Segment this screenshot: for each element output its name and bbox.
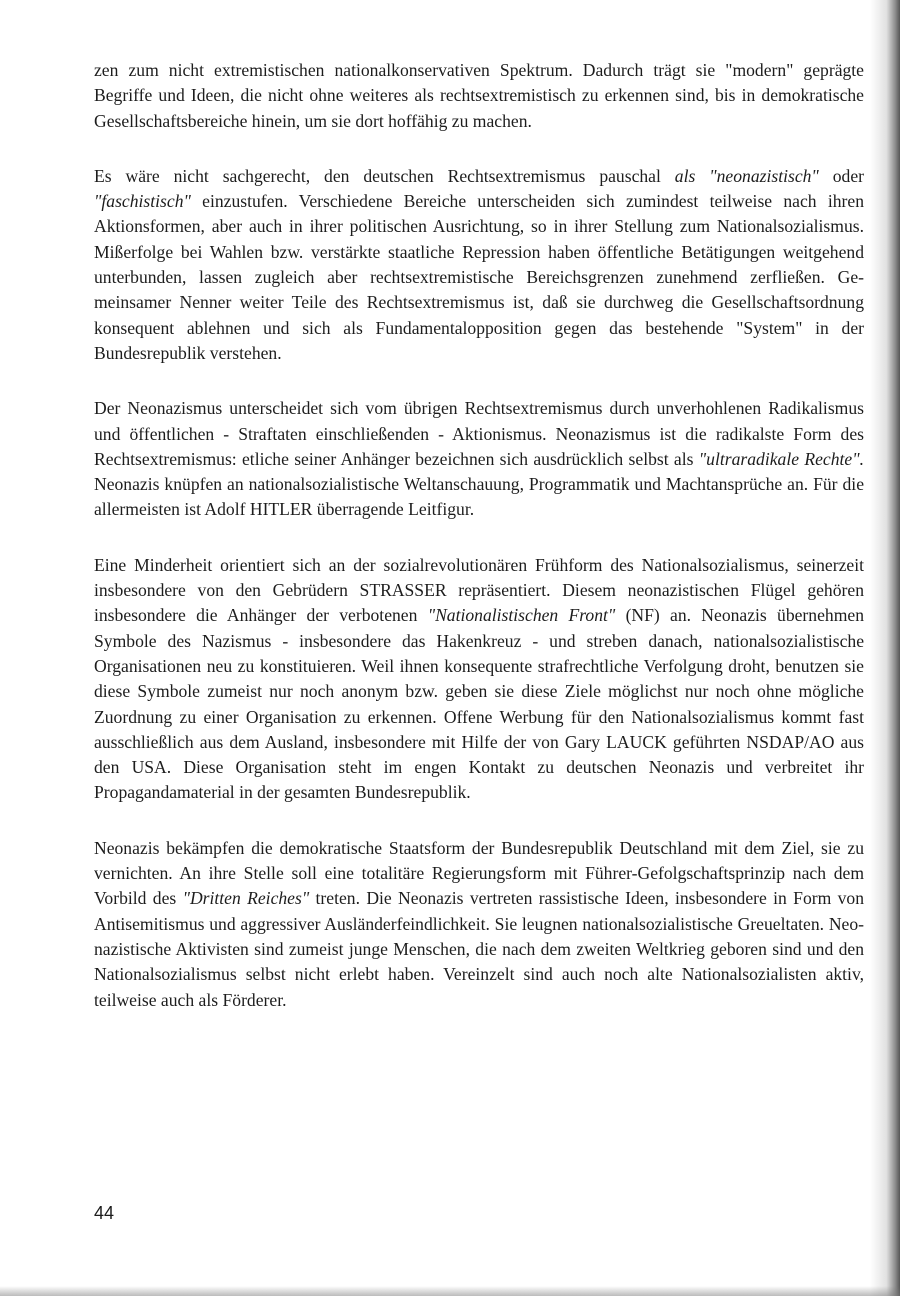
paragraph-3 [94, 396, 864, 522]
italic-text-run: "Nationalistischen Front" [427, 605, 616, 626]
page-number: 44 [94, 1203, 115, 1223]
body-text [94, 58, 864, 1013]
text-run: zen zum nicht extremistischen nationalkonservativen Spektrum. Dadurch trägt sie "modern" geprägte Begriffe und Ideen, die nicht ohne weiteres als rechtsextremistisch zu erkennen sind, bis in demokratische Gesellschaftsbereiche hinein, um sie dort hoffähig zu machen. [94, 60, 864, 131]
paragraph-1 [94, 58, 864, 134]
text-run: Eine Minderheit orientiert sich an der sozialrevolutionären Frühform des Nationalsozialismus, seinerzeit insbesondere von den Gebrüdern STRASSER repräsentiert. Diesem neonazistischen Flügel gehören insbesondere die Anhänger der verbotenen [94, 554, 864, 626]
page-edge-shadow [870, 0, 900, 1296]
paragraph-5 [94, 836, 864, 1013]
text-run: Es wäre nicht sachgerecht, den deutschen Rechtsextremismus pauschal [94, 165, 675, 186]
page-bottom-shadow [0, 1286, 900, 1296]
paragraph-4 [94, 553, 864, 806]
italic-text-run: als "neonazistisch" [674, 165, 819, 186]
text-run: (NF) an. Neonazis übernehmen Symbole des Nazismus - insbesondere das Hakenkreuz - und streben danach, nationalsozialistische Organisationen neu zu konstituieren. Weil ihnen konsequente strafrechtliche Verfolgung droht, benutzen sie diese Symbole zumeist nur noch anonym bzw. geben sie diese Ziele möglichst nur noch ohne mögliche Zuordnung zu einer Organisation zu erkennen. Offene Werbung für den Nationalsozialismus kommt fast ausschließlich aus dem Ausland, insbesondere mit Hilfe der von Gary LAUCK geführten NSDAP/AO aus den USA. Diese Organisation steht im engen Kontakt zu deutschen Neonazis und verbreitet ihr Propagandamaterial in der gesamten Bundesrepublik. [94, 605, 864, 803]
text-run: Der Neonazismus unterscheidet sich vom übrigen Rechtsextremismus durch unverhohlenen Radikalismus und öffentlichen - Straftaten einschließenden - Aktionismus. Neonazismus ist die radikalste Form des Rechtsextremismus: etliche seiner Anhänger bezeichnen sich ausdrücklich selbst als [94, 398, 864, 469]
paragraph-2 [94, 164, 864, 366]
italic-text-run: "ultraradikale Rechte". [698, 448, 864, 469]
text-run: treten. Die Neonazis vertreten rassistische Ideen, insbesondere in Form von Antisemitismus und aggressiver Ausländerfeindlichkeit. Sie leugnen nationalsozialistische Greueltaten. Neonazistische Aktivisten sind zumeist junge Menschen, die nach dem zweiten Weltkrieg geboren sind und den Nationalsozialismus selbst nicht erlebt haben. Vereinzelt sind auch noch alte Nationalsozialisten aktiv, teilweise auch als Förderer. [94, 888, 865, 1010]
text-run: Neonazis knüpfen an nationalsozialistische Weltanschauung, Programmatik und Machtansprüche an. Für die allermeisten ist Adolf HITLER überragende Leitfigur. [94, 474, 864, 520]
text-run: einzustufen. Verschiedene Bereiche unterscheiden sich zumindest teilweise nach ihren Aktionsformen, aber auch in ihrer politischen Ausrichtung, so in ihrer Stellung zum Nationalsozialismus. Mißerfolge bei Wahlen bzw. verstärkte staatliche Repression haben öffentliche Betätigungen weitgehend unterbunden, lassen zugleich aber rechtsextremistische Bereichsgrenzen zunehmend zerfließen. Gemeinsamer Nenner weiter Teile des Rechtsextremismus ist, daß sie durchweg die Gesellschaftsordnung konsequent ablehnen und sich als Fundamentalopposition gegen das bestehende "System" in der Bundesrepublik verstehen. [94, 191, 864, 363]
italic-text-run: "faschistisch" [94, 191, 191, 212]
italic-text-run: "Dritten Reiches" [182, 888, 310, 909]
text-run: oder [818, 165, 865, 186]
text-run: Neonazis bekämpfen die demokratische Staatsform der Bundesrepublik Deutschland mit dem Ziel, sie zu vernichten. An ihre Stelle soll eine totalitäre Regierungsform mit Führer-Gefolgschaftsprinzip nach dem Vorbild des [94, 837, 864, 909]
